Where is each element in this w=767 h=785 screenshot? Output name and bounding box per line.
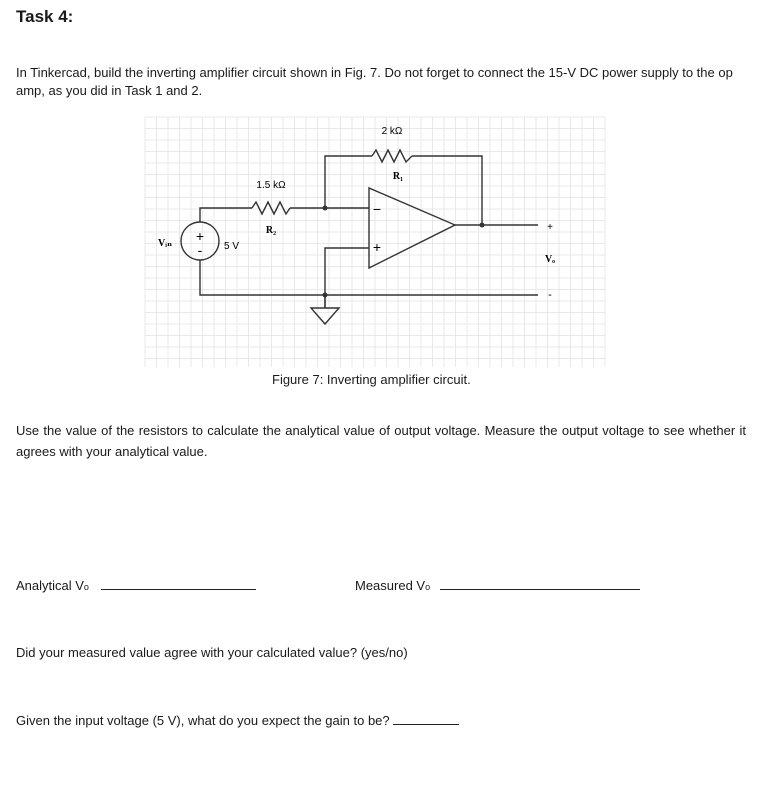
- source-plus: +: [195, 228, 205, 244]
- task-title: Task 4:: [16, 7, 74, 26]
- r2-value: 1.5 kΩ: [256, 180, 286, 191]
- junction-dot: [323, 206, 328, 211]
- gain-question: [16, 713, 459, 728]
- gain-question-text: Given the input voltage (5 V), what do you expect the gain to be?: [16, 713, 390, 728]
- opamp-plus: +: [372, 239, 382, 255]
- source-value: 5 V: [224, 241, 240, 252]
- gain-answer-blank[interactable]: [393, 724, 459, 725]
- intro-paragraph: In Tinkercad, build the inverting amplifier circuit shown in Fig. 7. Do not forget to connect the 15-V DC power supply to the op amp, as you did in Task 1 and 2.: [16, 65, 733, 98]
- inverting-amplifier-diagram: [140, 112, 610, 372]
- analytical-subscript: o: [83, 582, 89, 592]
- junction-dot: [323, 293, 328, 298]
- figure-caption: Figure 7: Inverting amplifier circuit.: [272, 372, 471, 387]
- vo-plus: +: [547, 222, 553, 233]
- r2-label: R₂: [265, 225, 277, 236]
- analytical-vo-answer-blank[interactable]: [101, 589, 256, 590]
- junction-dot: [480, 223, 485, 228]
- opamp-minus: −: [372, 201, 382, 217]
- measured-vo-question: [355, 578, 640, 593]
- source-minus: -: [197, 242, 203, 258]
- measured-label: Measured V: [355, 578, 426, 593]
- r1-label: R₁: [392, 171, 404, 182]
- measured-vo-answer-blank[interactable]: [440, 589, 640, 590]
- feedback-wire-right: [412, 156, 482, 225]
- vo-minus: -: [548, 289, 552, 301]
- agree-question: Did your measured value agree with your calculated value? (yes/no): [16, 645, 408, 660]
- analytical-label: Analytical V: [16, 578, 84, 593]
- instructions-paragraph: Use the value of the resistors to calculate the analytical value of output voltage. Measure the output voltage to see whether it agrees with your analytical value.: [16, 423, 746, 459]
- vo-label: Vₒ: [544, 254, 556, 265]
- feedback-wire: [325, 156, 372, 208]
- analytical-vo-question: [16, 578, 256, 593]
- r1-value: 2 kΩ: [381, 126, 403, 137]
- measured-subscript: o: [425, 582, 431, 592]
- opamp-triangle: [369, 188, 455, 268]
- ground-symbol-icon: [311, 308, 339, 324]
- vin-label: Vᵢₙ: [158, 238, 173, 249]
